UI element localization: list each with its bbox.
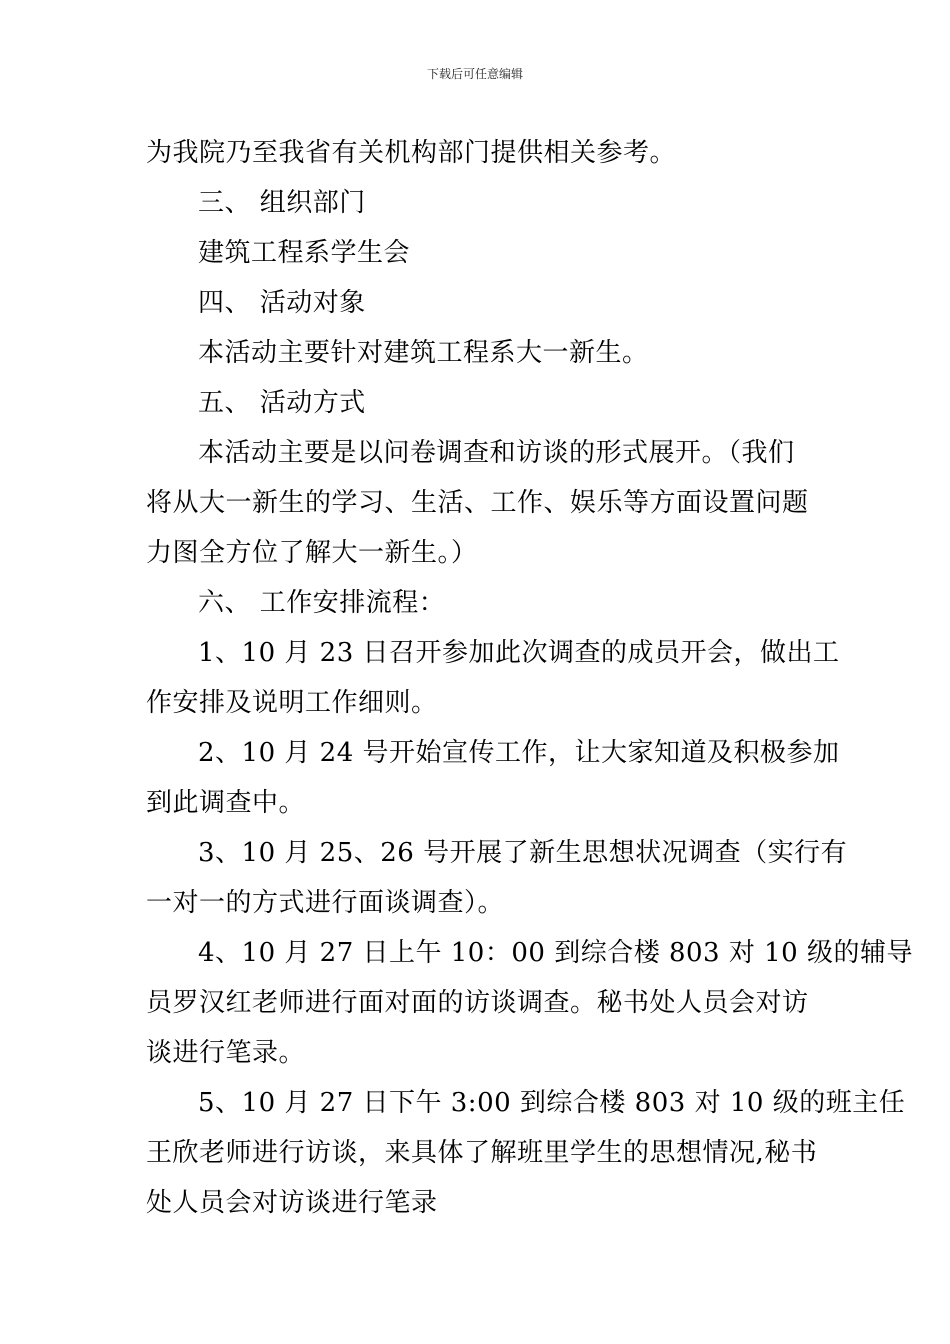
section-heading-audience: 四、 活动对象: [198, 288, 366, 318]
paragraph-line: 为我院乃至我省有关机构部门提供相关参考。: [146, 138, 677, 168]
document-body: [146, 128, 913, 1228]
schedule-item-line: 王欣老师进行访谈，来具体了解班里学生的思想情况,秘书: [146, 1138, 818, 1168]
section-heading-organizer: 三、 组织部门: [198, 188, 366, 218]
schedule-item-line: 4、10 月 27 日上午 10：00 到综合楼 803 对 10 级的辅导: [198, 938, 913, 968]
paragraph-line: 将从大一新生的学习、生活、工作、娱乐等方面设置问题: [146, 488, 809, 518]
section-heading-method: 五、 活动方式: [198, 388, 366, 418]
paragraph-line: 本活动主要是以问卷调查和访谈的形式展开。（我们: [198, 438, 795, 468]
schedule-item-line: 谈进行笔录。: [146, 1038, 306, 1068]
paragraph-line: 力图全方位了解大一新生。）: [146, 538, 478, 568]
paragraph-line: 建筑工程系学生会: [198, 238, 411, 268]
schedule-item-line: 2、10 月 24 号开始宣传工作，让大家知道及积极参加: [198, 738, 840, 768]
schedule-item-line: 5、10 月 27 日下午 3:00 到综合楼 803 对 10 级的班主任: [198, 1088, 906, 1118]
page-header: 下载后可任意编辑: [426, 67, 523, 81]
schedule-item-line: 一对一的方式进行面谈调查）。: [146, 888, 505, 918]
paragraph-line: 本活动主要针对建筑工程系大一新生。: [198, 338, 649, 368]
schedule-item-line: 3、10 月 25、26 号开展了新生思想状况调查（实行有: [198, 838, 848, 868]
section-heading-schedule: 六、 工作安排流程：: [198, 588, 446, 618]
schedule-item-line: 作安排及说明工作细则。: [146, 688, 438, 718]
schedule-item-line: 1、10 月 23 日召开参加此次调查的成员开会，做出工: [198, 638, 840, 668]
schedule-item-line: 员罗汉红老师进行面对面的访谈调查。秘书处人员会对访: [146, 988, 809, 1018]
schedule-item-line: 处人员会对访谈进行笔录: [146, 1188, 438, 1218]
schedule-item-line: 到此调查中。: [146, 788, 306, 818]
